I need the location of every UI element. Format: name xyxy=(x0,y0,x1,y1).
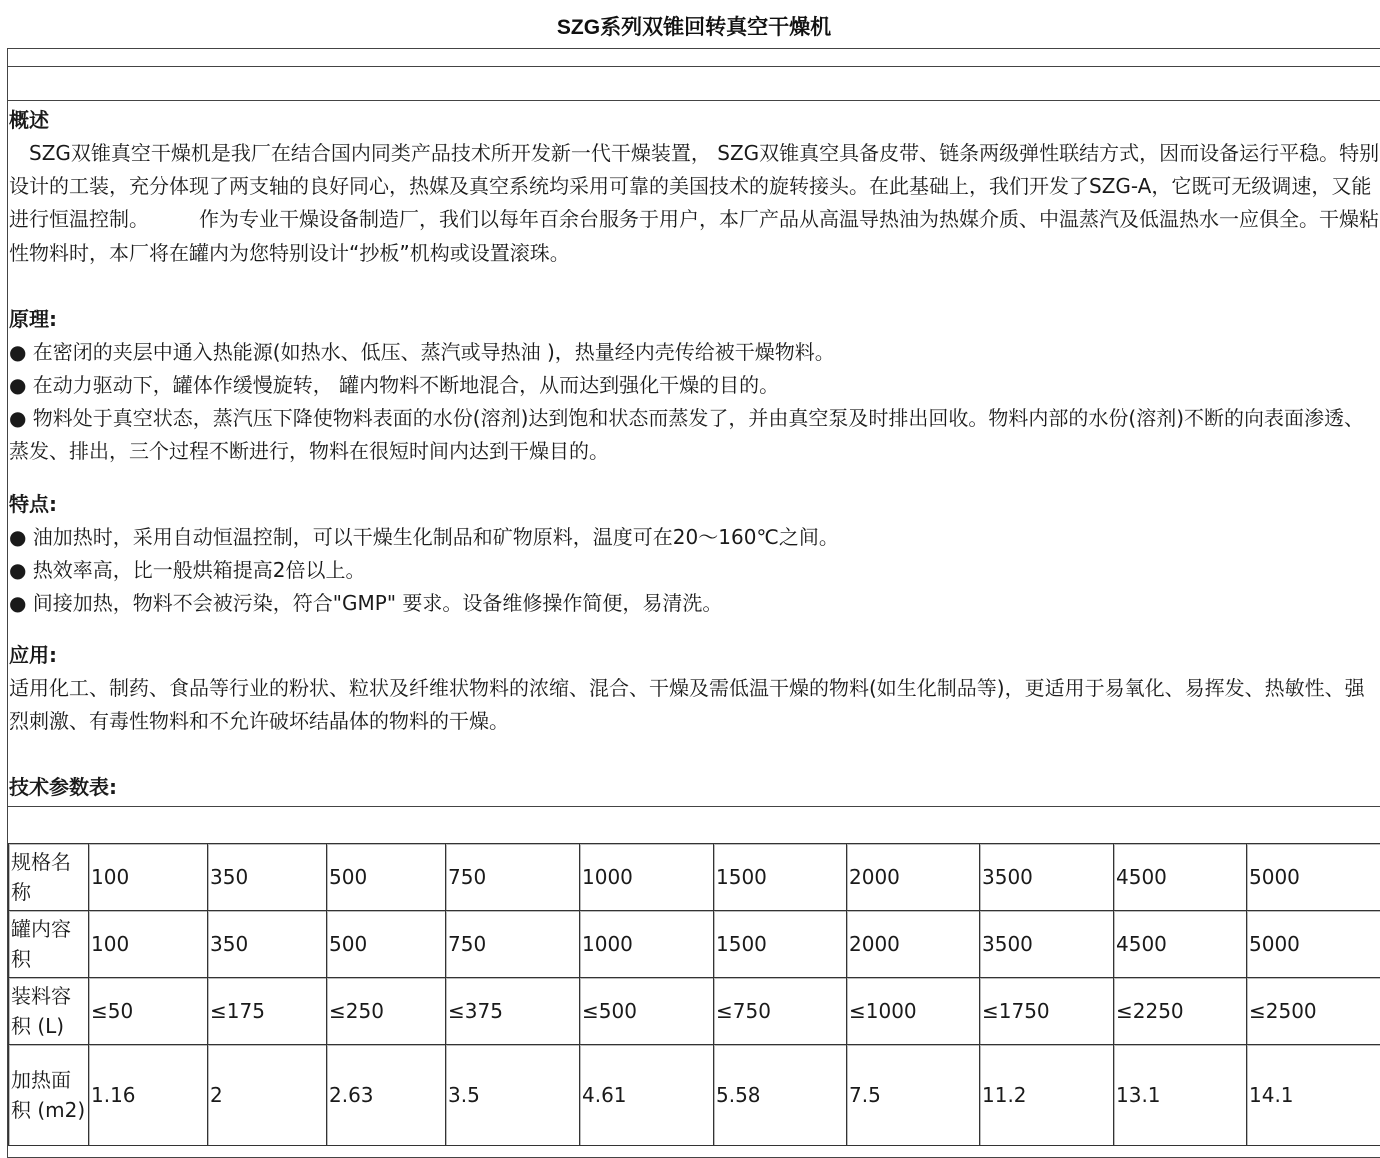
table-cell: 750 xyxy=(446,844,580,911)
table-cell: 2000 xyxy=(847,844,980,911)
table-cell: ≤175 xyxy=(208,978,327,1045)
table-cell: ≤50 xyxy=(89,978,208,1045)
table-cell: 500 xyxy=(327,911,446,978)
table-cell: ≤750 xyxy=(714,978,847,1045)
table-cell: 3500 xyxy=(980,911,1114,978)
list-item: ● 油加热时，采用自动恒温控制，可以干燥生化制品和矿物原料，温度可在20～160℃之间。 xyxy=(9,521,1380,554)
table-cell: 100 xyxy=(89,844,208,911)
principle-heading: 原理: xyxy=(9,303,1380,336)
table-cell: 4500 xyxy=(1114,844,1247,911)
table-cell: 1000 xyxy=(580,911,714,978)
table-cell: 规格名称 xyxy=(9,844,89,911)
table-cell: ≤1750 xyxy=(980,978,1114,1045)
table-cell: 2000 xyxy=(847,911,980,978)
table-row xyxy=(9,978,1380,1045)
table-cell: ≤250 xyxy=(327,978,446,1045)
article-body xyxy=(9,104,1380,739)
table-cell: 14.1 xyxy=(1247,1045,1380,1146)
list-item: ● 在密闭的夹层中通入热能源(如热水、低压、蒸汽或导热油 )，热量经内壳传给被干燥物料。 xyxy=(9,336,1380,369)
table-cell: 350 xyxy=(208,844,327,911)
table-cell: 1.16 xyxy=(89,1045,208,1146)
table-cell: 罐内容积 xyxy=(9,911,89,978)
table-cell: ≤2500 xyxy=(1247,978,1380,1045)
table-cell: 5000 xyxy=(1247,844,1380,911)
table-cell: 5.58 xyxy=(714,1045,847,1146)
table-cell: ≤500 xyxy=(580,978,714,1045)
table-cell: 1500 xyxy=(714,911,847,978)
table-cell: 3.5 xyxy=(446,1045,580,1146)
table-cell: 1500 xyxy=(714,844,847,911)
table-cell: 2 xyxy=(208,1045,327,1146)
table-cell: 11.2 xyxy=(980,1045,1114,1146)
divider xyxy=(8,806,1380,807)
table-cell: 2.63 xyxy=(327,1045,446,1146)
list-item: ● 间接加热，物料不会被污染，符合"GMP" 要求。设备维修操作简便，易清洗。 xyxy=(9,587,1380,620)
page-title: SZG系列双锥回转真空干燥机 xyxy=(0,13,1380,43)
overview-text: SZG双锥真空干燥机是我厂在结合国内同类产品技术所开发新一代干燥装置， SZG双锥真空具备皮带、链条两级弹性联结方式，因而设备运行平稳。特别设计的工装，充分体现了两支轴的良好同心，热媒及真空系统均采用可靠的美国技术的旋转接头。在此基础上，我们开发了SZG-A，它既可无级调速，又能进行恒温控制。 作为专业干燥设备制造厂，我们以每年百余台服务于用户，本厂产品从高温导热油为热媒介质、中温蒸汽及低温热水一应俱全。干燥粘性物料时，本厂将在罐内为您特别设计“抄板”机构或设置滚珠。 xyxy=(9,137,1380,270)
table-cell: 加热面积 (m2) xyxy=(9,1045,89,1146)
table-row xyxy=(9,1045,1380,1146)
table-cell: 7.5 xyxy=(847,1045,980,1146)
application-text: 适用化工、制药、食品等行业的粉状、粒状及纤维状物料的浓缩、混合、干燥及需低温干燥的物料(如生化制品等)，更适用于易氧化、易挥发、热敏性、强烈刺激、有毒性物料和不允许破坏结晶体的物料的干燥。 xyxy=(9,672,1380,738)
features-heading: 特点: xyxy=(9,488,1380,521)
table-cell: 4500 xyxy=(1114,911,1247,978)
table-cell: 100 xyxy=(89,911,208,978)
table-cell: ≤1000 xyxy=(847,978,980,1045)
table-cell: 3500 xyxy=(980,844,1114,911)
list-item: ● 热效率高，比一般烘箱提高2倍以上。 xyxy=(9,554,1380,587)
table-cell: 500 xyxy=(327,844,446,911)
overview-heading: 概述 xyxy=(9,104,1380,137)
application-heading: 应用: xyxy=(9,639,1380,672)
table-cell: 4.61 xyxy=(580,1045,714,1146)
spec-table xyxy=(8,843,1380,1146)
table-cell: 1000 xyxy=(580,844,714,911)
table-cell: 装料容积 (L) xyxy=(9,978,89,1045)
table-cell: ≤375 xyxy=(446,978,580,1045)
table-cell: 750 xyxy=(446,911,580,978)
table-cell: 5000 xyxy=(1247,911,1380,978)
table-cell: 350 xyxy=(208,911,327,978)
table-cell: ≤2250 xyxy=(1114,978,1247,1045)
list-item: ● 在动力驱动下，罐体作缓慢旋转， 罐内物料不断地混合，从而达到强化干燥的目的。 xyxy=(9,369,1380,402)
divider xyxy=(8,100,1380,101)
table-row xyxy=(9,911,1380,978)
divider xyxy=(8,66,1380,67)
table-cell: 13.1 xyxy=(1114,1045,1247,1146)
table-row xyxy=(9,844,1380,911)
params-heading: 技术参数表: xyxy=(9,771,117,804)
list-item: ● 物料处于真空状态，蒸汽压下降使物料表面的水份(溶剂)达到饱和状态而蒸发了，并由真空泵及时排出回收。物料内部的水份(溶剂)不断的向表面渗透、蒸发、排出，三个过程不断进行，物料在很短时间内达到干燥目的。 xyxy=(9,402,1380,468)
